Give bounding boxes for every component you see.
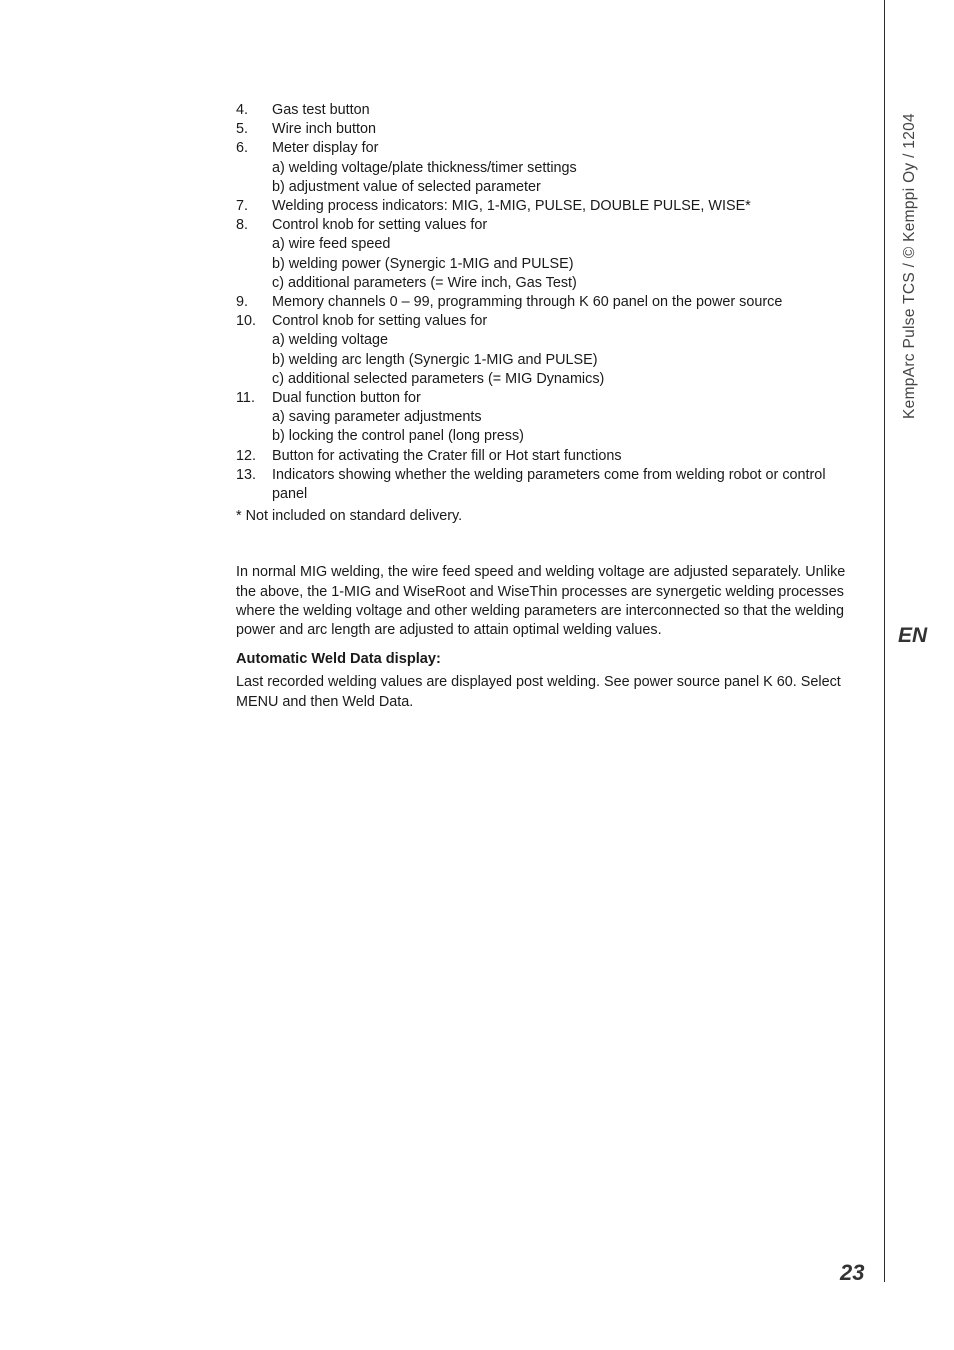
item-number: 5. <box>236 121 249 138</box>
sub-item: a) welding voltage <box>272 332 388 349</box>
page-number: 23 <box>840 1260 865 1285</box>
item-text: Indicators showing whether the welding parameters come from welding robot or control panel <box>272 466 826 503</box>
item-text: Meter display for <box>272 140 379 157</box>
sub-item: b) welding arc length (Synergic 1-MIG and PULSE) <box>272 351 598 368</box>
list-item <box>236 120 864 139</box>
item-text: Wire inch button <box>272 121 376 138</box>
language-tag: EN <box>898 624 928 647</box>
footnote: * Not included on standard delivery. <box>236 508 463 525</box>
sub-item: c) additional selected parameters (= MIG Dynamics) <box>272 370 605 387</box>
body-paragraph-weld-data: Last recorded welding values are displayed post welding. See power source panel K 60. Select MENU and then Weld Data. <box>236 674 841 710</box>
item-text: Control knob for setting values for <box>272 313 488 330</box>
item-text: Control knob for setting values for <box>272 217 488 234</box>
sub-item: a) saving parameter adjustments <box>272 409 482 426</box>
margin-divider <box>884 0 885 1282</box>
item-number: 10. <box>236 313 257 330</box>
list-item <box>236 197 864 216</box>
list-item <box>236 447 864 466</box>
item-number: 6. <box>236 140 249 157</box>
item-number: 8. <box>236 217 249 234</box>
list-item <box>236 466 864 504</box>
item-text: Dual function button for <box>272 390 421 407</box>
sub-item: c) additional parameters (= Wire inch, Gas Test) <box>272 274 577 291</box>
list-item <box>236 293 864 312</box>
sub-item: b) adjustment value of selected parameter <box>272 178 541 195</box>
item-text: Button for activating the Crater fill or Hot start functions <box>272 447 622 464</box>
list-item <box>236 101 864 120</box>
item-number: 11. <box>236 390 255 407</box>
item-number: 12. <box>236 447 257 464</box>
sub-item: a) welding voltage/plate thickness/timer settings <box>272 159 577 176</box>
body-paragraph: In normal MIG welding, the wire feed speed and welding voltage are adjusted separately. Unlike the above, the 1-MIG and WiseRoot and WiseThin processes are synergetic welding processes where the welding voltage and other welding parameters are interconnected so that the welding power and arc length are adjusted to attain optimal welding values. <box>236 564 846 639</box>
list-item <box>236 139 864 197</box>
item-text: Gas test button <box>272 102 370 118</box>
item-number: 7. <box>236 198 249 215</box>
sub-item: b) locking the control panel (long press) <box>272 428 524 445</box>
sub-item: a) wire feed speed <box>272 236 391 253</box>
section-heading: Automatic Weld Data display: <box>236 651 441 668</box>
list-item <box>236 312 864 389</box>
sub-item: b) welding power (Synergic 1-MIG and PULSE) <box>272 255 574 272</box>
component-list <box>236 101 864 504</box>
main-content <box>236 101 864 712</box>
item-number: 9. <box>236 294 249 311</box>
list-item <box>236 389 864 447</box>
item-number: 4. <box>236 102 249 118</box>
item-number: 13. <box>236 466 257 483</box>
list-item <box>236 216 864 293</box>
item-text: Memory channels 0 – 99, programming through K 60 panel on the power source <box>272 294 783 311</box>
item-text: Welding process indicators: MIG, 1-MIG, PULSE, DOUBLE PULSE, WISE* <box>272 198 751 215</box>
sidebar-title-text: KempArc Pulse TCS / © Kemppi Oy / 1204 <box>901 113 918 419</box>
